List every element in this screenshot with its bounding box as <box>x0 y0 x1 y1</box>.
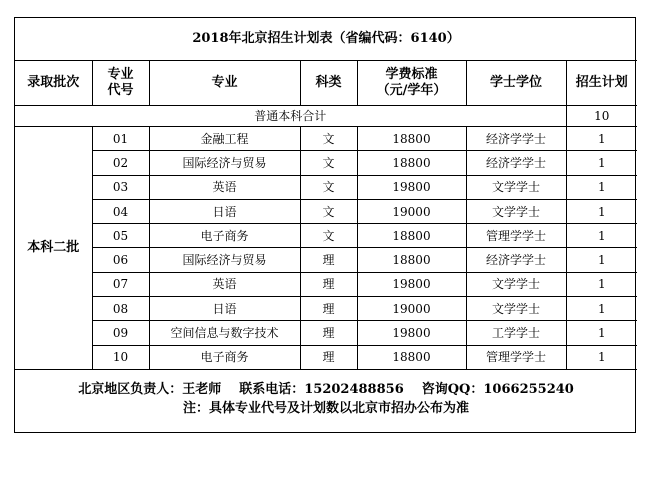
cell-fee: 18800 <box>357 151 466 175</box>
cell-category: 文 <box>300 127 357 151</box>
cell-degree: 文学学士 <box>466 272 566 296</box>
header-fee: 学费标准（元/学年） <box>357 61 466 106</box>
table-row <box>15 272 637 296</box>
cell-fee: 18800 <box>357 345 466 369</box>
summary-row <box>15 106 637 127</box>
cell-fee: 19800 <box>357 272 466 296</box>
table-row <box>15 127 637 151</box>
cell-fee: 18800 <box>357 224 466 248</box>
cell-plan: 1 <box>566 272 637 296</box>
header-degree: 学士学位 <box>466 61 566 106</box>
cell-major: 英语 <box>149 175 300 199</box>
contact-qq: 咨询QQ：1066255240 <box>421 381 574 397</box>
cell-code: 10 <box>92 345 149 369</box>
cell-plan: 1 <box>566 321 637 345</box>
contact-person: 北京地区负责人：王老师 <box>78 381 222 397</box>
cell-category: 理 <box>300 248 357 272</box>
cell-code: 09 <box>92 321 149 345</box>
cell-code: 06 <box>92 248 149 272</box>
cell-major: 国际经济与贸易 <box>149 151 300 175</box>
table-row <box>15 224 637 248</box>
cell-major: 电子商务 <box>149 224 300 248</box>
cell-degree: 经济学学士 <box>466 127 566 151</box>
header-category: 科类 <box>300 61 357 106</box>
cell-plan: 1 <box>566 297 637 321</box>
cell-degree: 文学学士 <box>466 175 566 199</box>
summary-label: 普通本科合计 <box>15 106 566 127</box>
header-major: 专业 <box>149 61 300 106</box>
table-row <box>15 199 637 223</box>
contact-phone: 联系电话：15202488856 <box>239 381 404 397</box>
cell-plan: 1 <box>566 224 637 248</box>
table-row <box>15 345 637 369</box>
cell-major: 国际经济与贸易 <box>149 248 300 272</box>
table-row <box>15 151 637 175</box>
cell-category: 理 <box>300 272 357 296</box>
header-batch: 录取批次 <box>15 61 92 106</box>
cell-major: 空间信息与数字技术 <box>149 321 300 345</box>
cell-fee: 19800 <box>357 175 466 199</box>
cell-plan: 1 <box>566 175 637 199</box>
cell-plan: 1 <box>566 248 637 272</box>
cell-degree: 文学学士 <box>466 297 566 321</box>
cell-major: 金融工程 <box>149 127 300 151</box>
cell-category: 理 <box>300 345 357 369</box>
cell-major: 日语 <box>149 297 300 321</box>
cell-plan: 1 <box>566 199 637 223</box>
cell-category: 文 <box>300 224 357 248</box>
cell-major: 电子商务 <box>149 345 300 369</box>
table-row <box>15 297 637 321</box>
header-code: 专业代号 <box>92 61 149 106</box>
summary-plan: 10 <box>566 106 637 127</box>
cell-category: 文 <box>300 151 357 175</box>
cell-plan: 1 <box>566 151 637 175</box>
cell-fee: 18800 <box>357 127 466 151</box>
cell-degree: 经济学学士 <box>466 248 566 272</box>
cell-category: 文 <box>300 175 357 199</box>
footer <box>15 369 637 428</box>
cell-degree: 经济学学士 <box>466 151 566 175</box>
table-row <box>15 175 637 199</box>
cell-code: 08 <box>92 297 149 321</box>
cell-fee: 18800 <box>357 248 466 272</box>
footer-note: 注：具体专业代号及计划数以北京市招办公布为准 <box>183 400 470 416</box>
cell-plan: 1 <box>566 345 637 369</box>
cell-code: 07 <box>92 272 149 296</box>
cell-category: 文 <box>300 199 357 223</box>
table-row <box>15 248 637 272</box>
cell-code: 04 <box>92 199 149 223</box>
cell-code: 05 <box>92 224 149 248</box>
cell-category: 理 <box>300 321 357 345</box>
admission-plan-table <box>15 18 637 428</box>
cell-degree: 管理学学士 <box>466 224 566 248</box>
cell-code: 03 <box>92 175 149 199</box>
cell-category: 理 <box>300 297 357 321</box>
cell-fee: 19000 <box>357 297 466 321</box>
batch-cell: 本科二批 <box>15 127 92 370</box>
cell-code: 01 <box>92 127 149 151</box>
cell-major: 英语 <box>149 272 300 296</box>
footer-contact-line <box>15 380 637 399</box>
cell-degree: 管理学学士 <box>466 345 566 369</box>
header-plan: 招生计划 <box>566 61 637 106</box>
cell-degree: 工学学士 <box>466 321 566 345</box>
admission-plan-sheet <box>14 17 636 433</box>
cell-plan: 1 <box>566 127 637 151</box>
cell-fee: 19000 <box>357 199 466 223</box>
cell-fee: 19800 <box>357 321 466 345</box>
cell-code: 02 <box>92 151 149 175</box>
cell-major: 日语 <box>149 199 300 223</box>
cell-degree: 文学学士 <box>466 199 566 223</box>
header-row <box>15 61 637 106</box>
table-title: 2018年北京招生计划表（省编代码：6140） <box>15 18 637 61</box>
table-row <box>15 321 637 345</box>
